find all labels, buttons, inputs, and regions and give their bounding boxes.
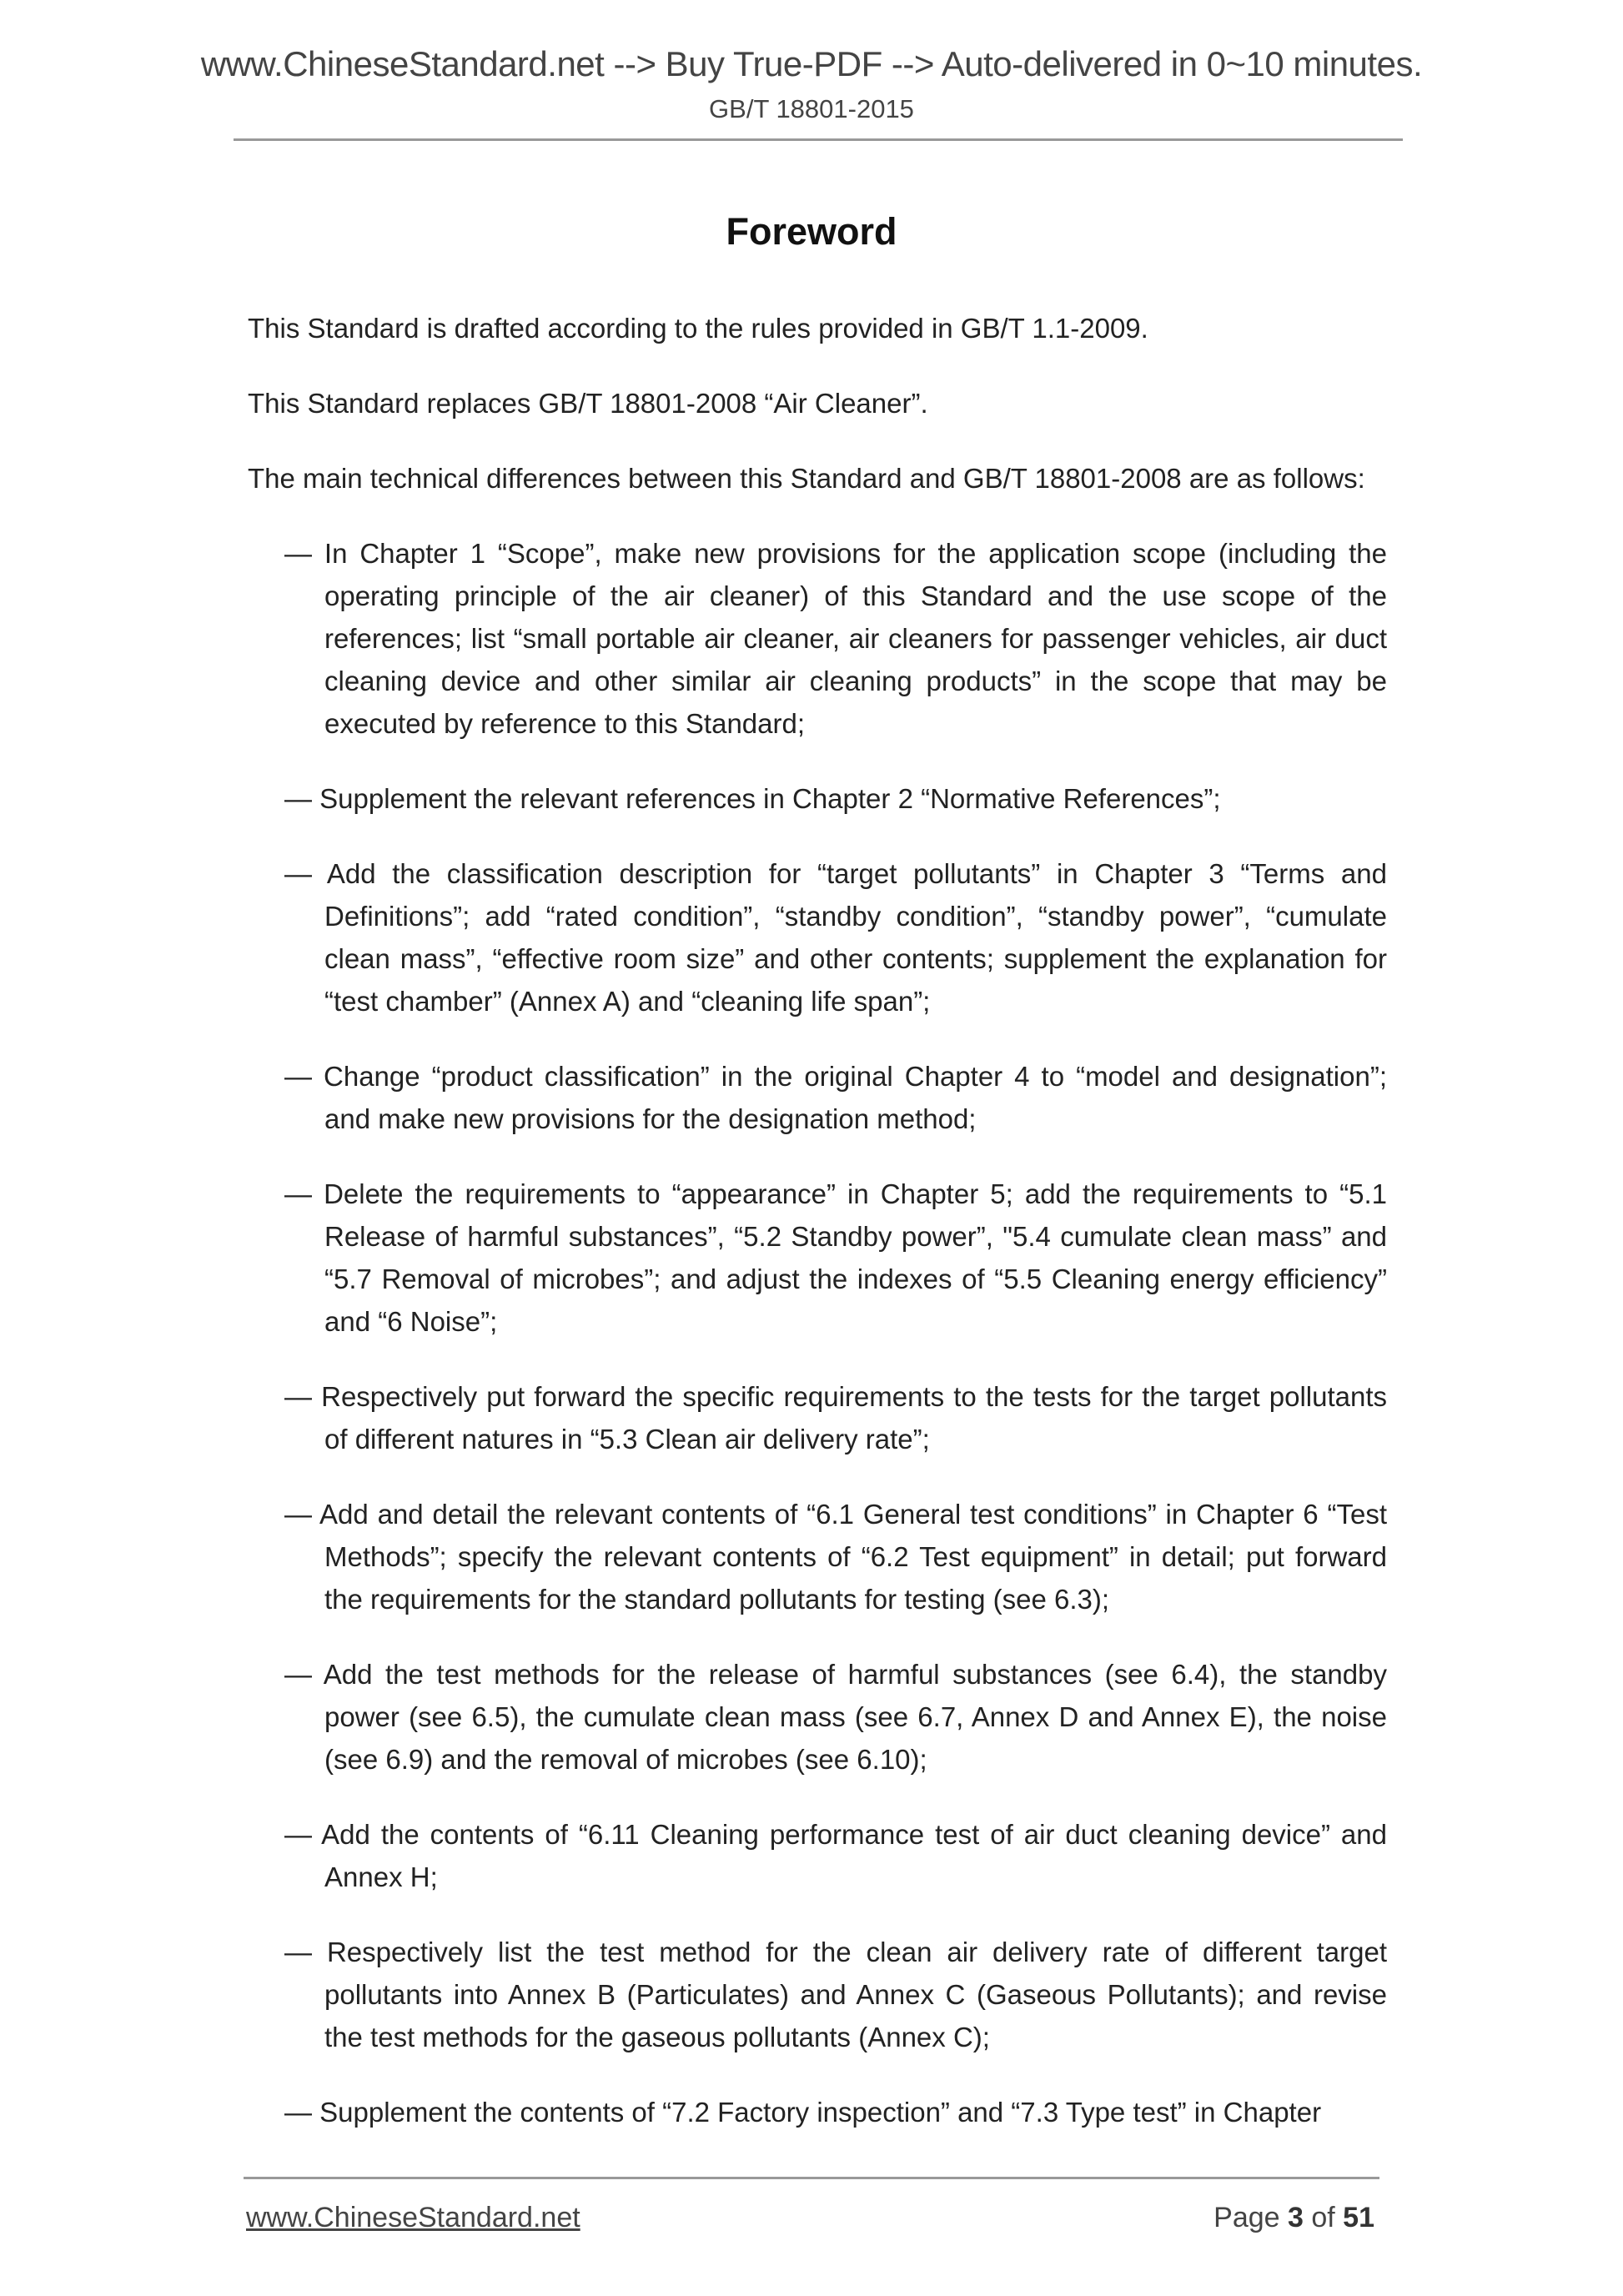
list-item: — Delete the requirements to “appearance” in Chapter 5; add the requirements to “5.1 Release of harmful substances”, “5.2 Standby power”, "5.4 cumulate clean mass” and “5.7 Removal of microbes”; and adjust the indexes of “5.5 Cleaning energy efficiency” and “6 Noise”; — [284, 1178, 1387, 1337]
page-title: Foreword — [726, 210, 897, 253]
list-item: — Add and detail the relevant contents of “6.1 General test conditions” in Chapter 6 “Test Methods”; specify the relevant contents of “6.2 Test equipment” in detail; put forward the requirements for the standard pollutants for testing (see 6.3); — [284, 1499, 1387, 1615]
page-of: of — [1303, 2202, 1344, 2233]
list-item: — Add the contents of “6.11 Cleaning performance test of air duct cleaning device” and Annex H; — [284, 1819, 1387, 1892]
footer-divider — [244, 2177, 1379, 2179]
footer-site-link[interactable]: www.ChineseStandard.net — [246, 2202, 580, 2233]
page-number — [1213, 2202, 1374, 2234]
header-divider — [234, 138, 1403, 141]
list-item: — In Chapter 1 “Scope”, make new provisions for the application scope (including the operating principle of the air cleaner) of this Standard and the use scope of the references; list “small portable air cleaner, air cleaners for passenger vehicles, air duct cleaning device and other similar air cleaning products” in the scope that may be executed by reference to this Standard; — [284, 538, 1387, 739]
list-item: — Supplement the contents of “7.2 Factory inspection” and “7.3 Type test” in Chapter — [284, 2097, 1322, 2128]
paragraph: This Standard replaces GB/T 18801-2008 “Air Cleaner”. — [248, 388, 928, 419]
list-item: — Supplement the relevant references in Chapter 2 “Normative References”; — [284, 783, 1221, 814]
page-prefix: Page — [1213, 2202, 1288, 2233]
paragraph: The main technical differences between this Standard and GB/T 18801-2008 are as follows: — [248, 463, 1365, 494]
foreword-body — [248, 307, 1387, 2166]
list-item: — Respectively list the test method for the clean air delivery rate of different target pollutants into Annex B (Particulates) and Annex C (Gaseous Pollutants); and revise the test methods for the gaseous pollutants (Annex C); — [284, 1937, 1387, 2052]
page-current: 3 — [1288, 2202, 1304, 2233]
list-item: — Change “product classification” in the original Chapter 4 to “model and designation”; and make new provisions for the designation method; — [284, 1061, 1387, 1134]
header-standard-number: GB/T 18801-2015 — [709, 94, 914, 123]
list-item: — Add the classification description for “target pollutants” in Chapter 3 “Terms and Definitions”; add “rated condition”, “standby condition”, “standby power”, “cumulate clean mass”, “effective room size” and other contents; supplement the explanation for “test chamber” (Annex A) and “cleaning life span”; — [284, 858, 1387, 1017]
paragraph: This Standard is drafted according to the rules provided in GB/T 1.1-2009. — [248, 313, 1148, 344]
list-item: — Add the test methods for the release of harmful substances (see 6.4), the standby power (see 6.5), the cumulate clean mass (see 6.7, Annex D and Annex E), the noise (see 6.9) and the removal of microbes (see 6.10); — [284, 1659, 1387, 1775]
page-total: 51 — [1343, 2202, 1374, 2233]
list-item: — Respectively put forward the specific requirements to the tests for the target pollutants of different natures in “5.3 Clean air delivery rate”; — [284, 1381, 1387, 1454]
header-banner: www.ChineseStandard.net --> Buy True-PDF --> Auto-delivered in 0~10 minutes. — [200, 44, 1423, 83]
